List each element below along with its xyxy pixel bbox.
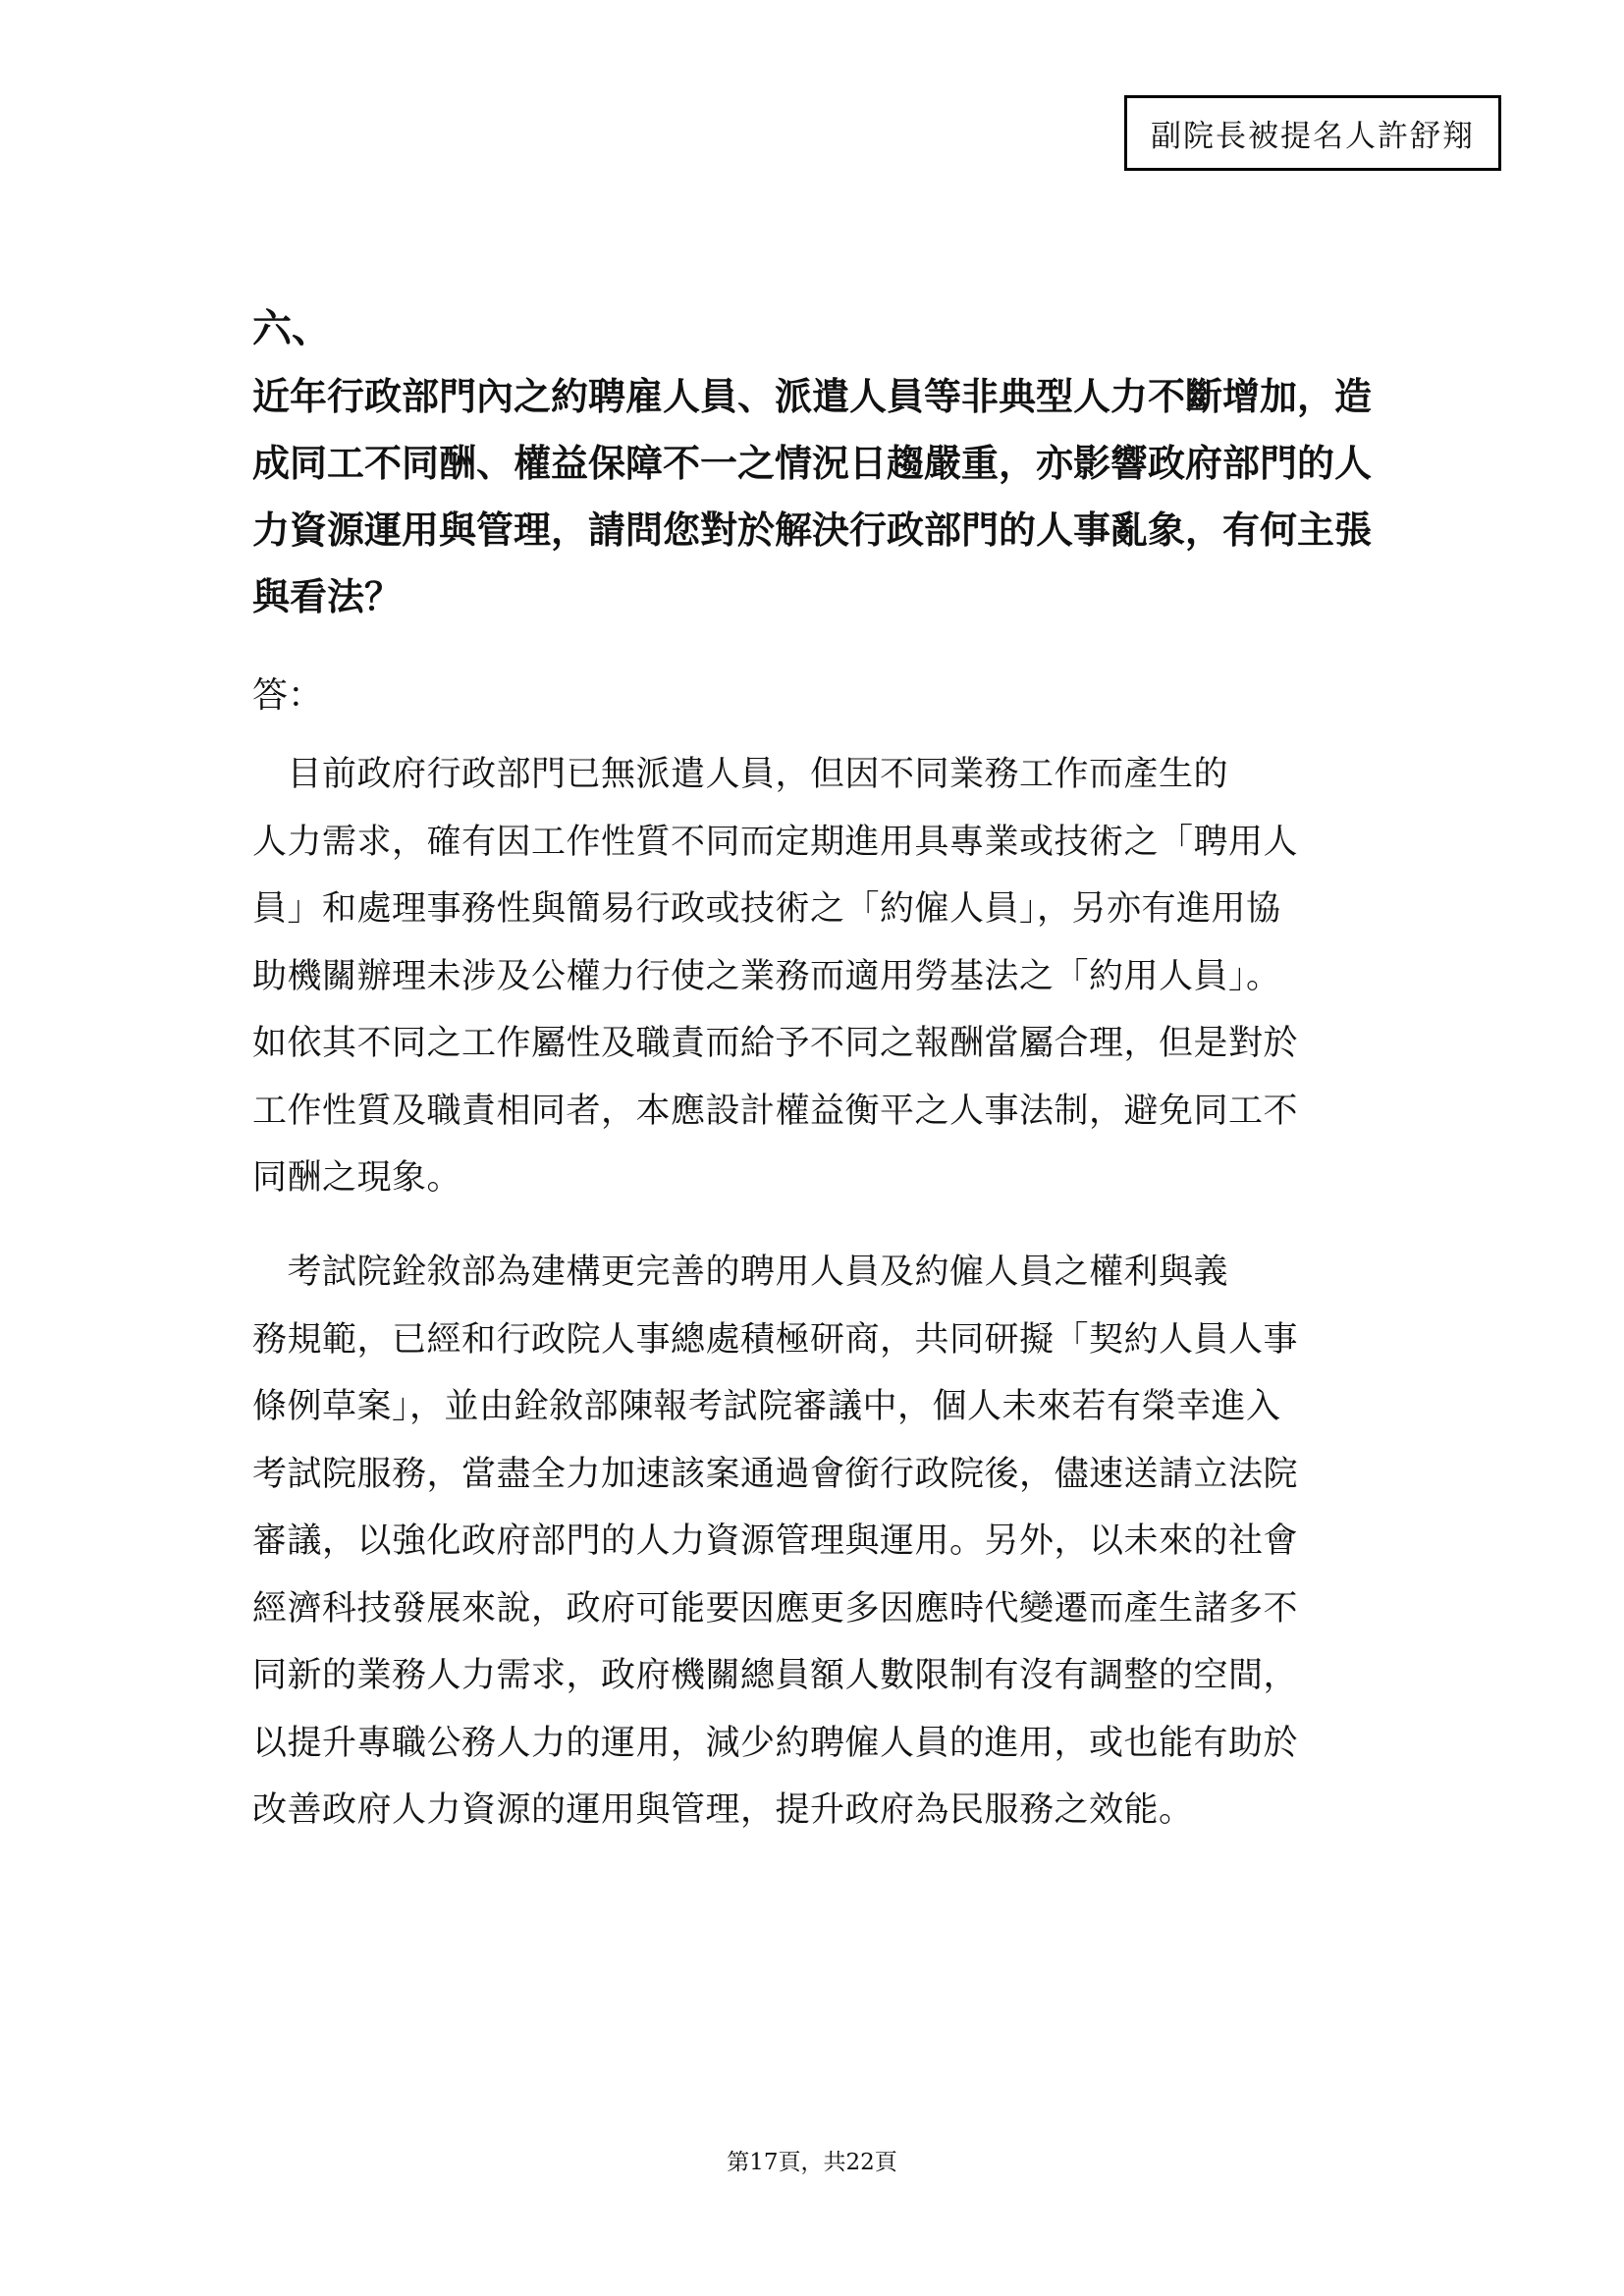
- page-number: 第17頁，共22頁: [727, 2150, 897, 2175]
- section-number: 六、: [252, 305, 331, 351]
- answer-paragraph-1: 目前政府行政部門已無派遣人員，但因不同業務工作而產生的 人力需求，確有因工作性質不同而定期進用具專業或技術之「聘用人 員」和處理事務性與簡易行政或技術之「約僱人員」，另亦有進用協 助機關辦理未涉及公權力行使之業務而適用勞基法之「約用人員」。 如依其不同之工作屬性及職責而給予不同之報酬當屬合理，但是對於 工作性質及職責相同者，本應設計權益衡平之人事法制，避免同工不 同酬之現象。: [252, 755, 1299, 1198]
- nominee-label: 副院長被提名人許舒翔: [1151, 119, 1475, 154]
- question-text: 近年行政部門內之約聘雇人員、派遣人員等非典型人力不斷增加，造 成同工不同酬、權益保障不一之情況日趨嚴重，亦影響政府部門的人 力資源運用與管理，請問您對於解決行政部門的人事亂象，有何主張 與看法？: [252, 374, 1373, 618]
- answer-paragraph-2: 考試院銓敘部為建構更完善的聘用人員及約僱人員之權利與義 務規範，已經和行政院人事總處積極研商，共同研擬「契約人員人事 條例草案」，並由銓敘部陳報考試院審議中，個人未來若有榮幸進入 考試院服務，當盡全力加速該案通過會銜行政院後，儘速送請立法院 審議，以強化政府部門的人力資源管理與運用。另外，以未來的社會 經濟科技發展來說，政府可能要因應更多因應時代變遷而產生諸多不 同新的業務人力需求，政府機關總員額人數限制有沒有調整的空間， 以提升專職公務人力的運用，減少約聘僱人員的進用，或也能有助於 改善政府人力資源的運用與管理，提升政府為民服務之效能。: [252, 1253, 1299, 1830]
- nominee-name-box: [1124, 95, 1501, 171]
- answer-label: 答：: [252, 675, 324, 716]
